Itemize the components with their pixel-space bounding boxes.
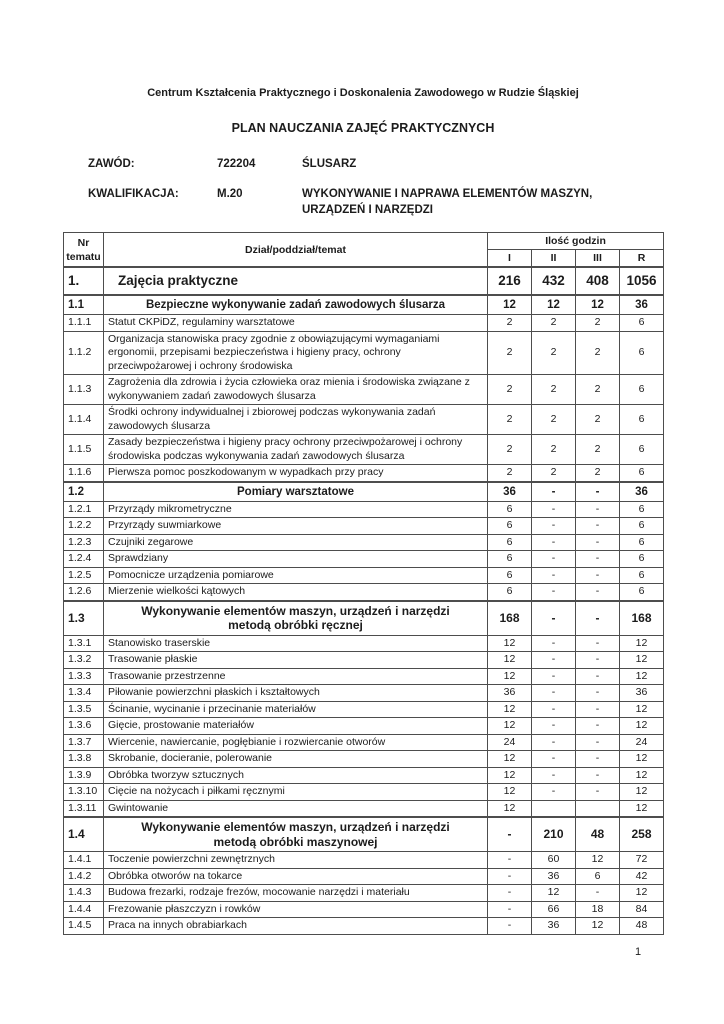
page-number: 1: [634, 946, 642, 958]
hours-i: 12: [488, 800, 532, 817]
row-topic: Wykonywanie elementów maszyn, urządzeń i narzędzi metodą obróbki ręcznej: [104, 601, 488, 636]
hours-ii: -: [532, 567, 576, 584]
hours-ii: -: [532, 718, 576, 735]
hours-ii: 12: [532, 885, 576, 902]
row-nr: 1.1.5: [64, 435, 104, 465]
hours-r: 6: [620, 375, 664, 405]
row-nr: 1.3.11: [64, 800, 104, 817]
hours-iii: 2: [576, 405, 620, 435]
hours-r: 84: [620, 901, 664, 918]
table-row: [64, 267, 664, 295]
hours-iii: -: [576, 567, 620, 584]
row-topic: Przyrządy mikrometryczne: [104, 501, 488, 518]
row-topic: Wiercenie, nawiercanie, pogłębianie i rozwiercanie otworów: [104, 734, 488, 751]
hours-ii: 36: [532, 918, 576, 935]
table-row: [64, 405, 664, 435]
hours-i: 6: [488, 584, 532, 601]
table-row: [64, 518, 664, 535]
row-nr: 1.1.2: [64, 331, 104, 375]
hours-iii: 12: [576, 295, 620, 315]
hours-r: 6: [620, 465, 664, 482]
hours-r: 12: [620, 718, 664, 735]
table-row: [64, 315, 664, 332]
row-topic: Skrobanie, docieranie, polerowanie: [104, 751, 488, 768]
hours-r: 6: [620, 501, 664, 518]
hours-i: 12: [488, 718, 532, 735]
row-topic: Ścinanie, wycinanie i przecinanie materiałów: [104, 701, 488, 718]
hours-r: 6: [620, 315, 664, 332]
hours-ii: -: [532, 518, 576, 535]
hours-i: -: [488, 817, 532, 852]
row-nr: 1.1: [64, 295, 104, 315]
table-row: [64, 817, 664, 852]
hours-ii: -: [532, 584, 576, 601]
field-code-kwalifikacja: M.20: [217, 188, 243, 200]
hours-i: -: [488, 868, 532, 885]
row-topic: Frezowanie płaszczyzn i rowków: [104, 901, 488, 918]
row-topic: Budowa frezarki, rodzaje frezów, mocowanie narzędzi i materiału: [104, 885, 488, 902]
row-topic: Statut CKPiDZ, regulaminy warsztatowe: [104, 315, 488, 332]
hours-iii: -: [576, 751, 620, 768]
hours-iii: -: [576, 885, 620, 902]
plan-table: [63, 232, 664, 935]
table-row: [64, 852, 664, 869]
header-nr-tematu: Nr tematu: [64, 233, 104, 268]
hours-r: 12: [620, 767, 664, 784]
row-nr: 1.4.3: [64, 885, 104, 902]
hours-ii: -: [532, 784, 576, 801]
row-topic: Mierzenie wielkości kątowych: [104, 584, 488, 601]
hours-r: 6: [620, 405, 664, 435]
row-nr: 1.3.2: [64, 652, 104, 669]
table-row: [64, 551, 664, 568]
hours-r: 42: [620, 868, 664, 885]
hours-r: 6: [620, 331, 664, 375]
row-nr: 1.4.4: [64, 901, 104, 918]
table-row: [64, 601, 664, 636]
hours-iii: -: [576, 718, 620, 735]
row-topic: Piłowanie powierzchni płaskich i kształtowych: [104, 685, 488, 702]
header-col-iii: III: [576, 250, 620, 268]
row-topic: Cięcie na nożycach i piłkami ręcznymi: [104, 784, 488, 801]
field-code-zawod: 722204: [217, 158, 256, 170]
hours-i: 168: [488, 601, 532, 636]
hours-i: 24: [488, 734, 532, 751]
row-nr: 1.: [64, 267, 104, 295]
table-row: [64, 465, 664, 482]
row-nr: 1.3.3: [64, 668, 104, 685]
row-nr: 1.4.2: [64, 868, 104, 885]
hours-iii: 48: [576, 817, 620, 852]
row-nr: 1.3.7: [64, 734, 104, 751]
hours-r: 12: [620, 701, 664, 718]
table-row: [64, 584, 664, 601]
table-row: [64, 751, 664, 768]
hours-r: 6: [620, 584, 664, 601]
row-topic: Przyrządy suwmiarkowe: [104, 518, 488, 535]
hours-iii: [576, 800, 620, 817]
table-row: [64, 868, 664, 885]
hours-ii: 210: [532, 817, 576, 852]
hours-i: 12: [488, 295, 532, 315]
hours-r: 12: [620, 652, 664, 669]
table-row: [64, 635, 664, 652]
hours-ii: -: [532, 501, 576, 518]
hours-iii: -: [576, 668, 620, 685]
hours-ii: 2: [532, 465, 576, 482]
hours-i: 6: [488, 518, 532, 535]
hours-i: -: [488, 918, 532, 935]
row-nr: 1.1.4: [64, 405, 104, 435]
hours-ii: 60: [532, 852, 576, 869]
hours-iii: 408: [576, 267, 620, 295]
row-topic: Organizacja stanowiska pracy zgodnie z obowiązującymi wymaganiami ergonomii, przepisami bezpieczeństwa i higieny pracy, ochrony przeciwpożarowej i ochrony środowiska: [104, 331, 488, 375]
hours-ii: -: [532, 601, 576, 636]
row-topic: Pomiary warsztatowe: [104, 482, 488, 502]
row-topic: Stanowisko traserskie: [104, 635, 488, 652]
row-nr: 1.3.9: [64, 767, 104, 784]
hours-r: 258: [620, 817, 664, 852]
hours-i: 12: [488, 751, 532, 768]
table-row: [64, 901, 664, 918]
hours-i: 12: [488, 668, 532, 685]
row-topic: Wykonywanie elementów maszyn, urządzeń i narzędzi metodą obróbki maszynowej: [104, 817, 488, 852]
row-nr: 1.2.1: [64, 501, 104, 518]
header-row-1: [64, 233, 664, 250]
hours-i: 36: [488, 482, 532, 502]
hours-iii: -: [576, 584, 620, 601]
row-topic: Pierwsza pomoc poszkodowanym w wypadkach przy pracy: [104, 465, 488, 482]
row-nr: 1.2.5: [64, 567, 104, 584]
row-topic: Obróbka otworów na tokarce: [104, 868, 488, 885]
plan-table-body: [64, 267, 664, 934]
table-row: [64, 701, 664, 718]
row-nr: 1.4: [64, 817, 104, 852]
hours-i: 12: [488, 652, 532, 669]
hours-iii: 12: [576, 852, 620, 869]
table-row: [64, 734, 664, 751]
hours-r: 12: [620, 800, 664, 817]
hours-iii: -: [576, 701, 620, 718]
row-topic: Gwintowanie: [104, 800, 488, 817]
field-label-kwalifikacja: KWALIFIKACJA:: [88, 188, 179, 200]
table-row: [64, 718, 664, 735]
org-title: Centrum Kształcenia Praktycznego i Doskonalenia Zawodowego w Rudzie Śląskiej: [147, 87, 579, 99]
row-nr: 1.2.6: [64, 584, 104, 601]
doc-title: PLAN NAUCZANIA ZAJĘĆ PRAKTYCZNYCH: [231, 121, 495, 135]
hours-r: 168: [620, 601, 664, 636]
hours-i: 6: [488, 567, 532, 584]
hours-ii: 66: [532, 901, 576, 918]
hours-i: -: [488, 901, 532, 918]
hours-i: 12: [488, 635, 532, 652]
row-nr: 1.2.3: [64, 534, 104, 551]
hours-i: 2: [488, 465, 532, 482]
hours-iii: 6: [576, 868, 620, 885]
header-fields: [88, 156, 663, 218]
hours-iii: -: [576, 551, 620, 568]
row-nr: 1.3: [64, 601, 104, 636]
hours-iii: -: [576, 534, 620, 551]
hours-ii: -: [532, 652, 576, 669]
hours-i: 12: [488, 767, 532, 784]
row-nr: 1.3.4: [64, 685, 104, 702]
hours-iii: 2: [576, 435, 620, 465]
row-topic: Obróbka tworzyw sztucznych: [104, 767, 488, 784]
hours-i: 6: [488, 501, 532, 518]
row-topic: Bezpieczne wykonywanie zadań zawodowych ślusarza: [104, 295, 488, 315]
hours-r: 6: [620, 435, 664, 465]
hours-r: 72: [620, 852, 664, 869]
row-topic: Środki ochrony indywidualnej i zbiorowej podczas wykonywania zadań zawodowych ślusarza: [104, 405, 488, 435]
hours-r: 6: [620, 518, 664, 535]
row-topic: Trasowanie płaskie: [104, 652, 488, 669]
hours-r: 12: [620, 784, 664, 801]
table-row: [64, 784, 664, 801]
field-kwalifikacja: [88, 186, 663, 218]
hours-ii: 2: [532, 375, 576, 405]
row-nr: 1.1.1: [64, 315, 104, 332]
hours-r: 24: [620, 734, 664, 751]
table-row: [64, 668, 664, 685]
hours-ii: 2: [532, 331, 576, 375]
hours-i: 12: [488, 701, 532, 718]
table-row: [64, 331, 664, 375]
hours-ii: -: [532, 751, 576, 768]
row-nr: 1.3.5: [64, 701, 104, 718]
row-topic: Zasady bezpieczeństwa i higieny pracy ochrony przeciwpożarowej i ochrony środowiska podczas wykonywania zadań zawodowych ślusarza: [104, 435, 488, 465]
hours-iii: 12: [576, 918, 620, 935]
row-nr: 1.3.8: [64, 751, 104, 768]
row-nr: 1.2.2: [64, 518, 104, 535]
hours-ii: -: [532, 734, 576, 751]
hours-i: 12: [488, 784, 532, 801]
hours-r: 12: [620, 635, 664, 652]
hours-i: 216: [488, 267, 532, 295]
hours-r: 12: [620, 885, 664, 902]
table-row: [64, 885, 664, 902]
hours-iii: -: [576, 685, 620, 702]
hours-r: 36: [620, 295, 664, 315]
hours-r: 12: [620, 668, 664, 685]
row-nr: 1.4.1: [64, 852, 104, 869]
hours-iii: -: [576, 652, 620, 669]
hours-iii: 2: [576, 465, 620, 482]
table-row: [64, 482, 664, 502]
table-row: [64, 295, 664, 315]
hours-ii: -: [532, 685, 576, 702]
header-ilosc-godzin: Ilość godzin: [488, 233, 664, 250]
row-topic: Zajęcia praktyczne: [104, 267, 488, 295]
hours-i: 2: [488, 405, 532, 435]
hours-ii: 2: [532, 315, 576, 332]
field-value-zawod: ŚLUSARZ: [302, 158, 357, 170]
hours-r: 6: [620, 551, 664, 568]
row-topic: Zagrożenia dla zdrowia i życia człowieka oraz mienia i środowiska związane z wykonywaniem zadań zawodowych ślusarza: [104, 375, 488, 405]
hours-iii: -: [576, 734, 620, 751]
hours-i: 2: [488, 435, 532, 465]
hours-i: 6: [488, 551, 532, 568]
hours-ii: -: [532, 534, 576, 551]
hours-i: 36: [488, 685, 532, 702]
hours-iii: -: [576, 601, 620, 636]
hours-ii: -: [532, 635, 576, 652]
hours-ii: -: [532, 767, 576, 784]
row-nr: 1.3.10: [64, 784, 104, 801]
hours-ii: -: [532, 668, 576, 685]
row-topic: Praca na innych obrabiarkach: [104, 918, 488, 935]
table-row: [64, 435, 664, 465]
hours-iii: 2: [576, 331, 620, 375]
hours-ii: -: [532, 551, 576, 568]
row-nr: 1.3.1: [64, 635, 104, 652]
hours-iii: 2: [576, 375, 620, 405]
header-col-r: R: [620, 250, 664, 268]
row-topic: Toczenie powierzchni zewnętrznych: [104, 852, 488, 869]
hours-iii: 18: [576, 901, 620, 918]
plan-table-head: [64, 233, 664, 268]
field-zawod: [88, 156, 663, 172]
hours-i: 2: [488, 315, 532, 332]
table-row: [64, 800, 664, 817]
row-topic: Gięcie, prostowanie materiałów: [104, 718, 488, 735]
row-nr: 1.3.6: [64, 718, 104, 735]
header-col-i: I: [488, 250, 532, 268]
hours-r: 6: [620, 534, 664, 551]
table-row: [64, 567, 664, 584]
hours-i: -: [488, 885, 532, 902]
hours-iii: -: [576, 518, 620, 535]
hours-ii: 432: [532, 267, 576, 295]
row-nr: 1.2: [64, 482, 104, 502]
hours-iii: 2: [576, 315, 620, 332]
hours-ii: -: [532, 482, 576, 502]
row-topic: Pomocnicze urządzenia pomiarowe: [104, 567, 488, 584]
row-nr: 1.1.6: [64, 465, 104, 482]
hours-iii: -: [576, 635, 620, 652]
header-col-ii: II: [532, 250, 576, 268]
table-row: [64, 685, 664, 702]
hours-i: 2: [488, 375, 532, 405]
field-label-zawod: ZAWÓD:: [88, 158, 135, 170]
hours-ii: 2: [532, 435, 576, 465]
hours-r: 48: [620, 918, 664, 935]
hours-i: 2: [488, 331, 532, 375]
table-row: [64, 375, 664, 405]
row-nr: 1.4.5: [64, 918, 104, 935]
field-value-kwalifikacja: WYKONYWANIE I NAPRAWA ELEMENTÓW MASZYN, URZĄDZEŃ I NARZĘDZI: [302, 188, 593, 216]
header-dzial-poddzial-temat: Dział/poddział/temat: [104, 233, 488, 268]
hours-ii: -: [532, 701, 576, 718]
table-row: [64, 918, 664, 935]
hours-iii: -: [576, 784, 620, 801]
table-row: [64, 501, 664, 518]
hours-r: 36: [620, 685, 664, 702]
hours-r: 36: [620, 482, 664, 502]
hours-ii: 12: [532, 295, 576, 315]
hours-i: -: [488, 852, 532, 869]
row-nr: 1.2.4: [64, 551, 104, 568]
hours-r: 1056: [620, 267, 664, 295]
hours-iii: -: [576, 501, 620, 518]
row-nr: 1.1.3: [64, 375, 104, 405]
hours-ii: 2: [532, 405, 576, 435]
table-row: [64, 534, 664, 551]
row-topic: Trasowanie przestrzenne: [104, 668, 488, 685]
row-topic: Czujniki zegarowe: [104, 534, 488, 551]
table-row: [64, 652, 664, 669]
hours-r: 6: [620, 567, 664, 584]
hours-r: 12: [620, 751, 664, 768]
table-row: [64, 767, 664, 784]
hours-iii: -: [576, 482, 620, 502]
row-topic: Sprawdziany: [104, 551, 488, 568]
hours-iii: -: [576, 767, 620, 784]
hours-i: 6: [488, 534, 532, 551]
hours-ii: 36: [532, 868, 576, 885]
hours-ii: [532, 800, 576, 817]
